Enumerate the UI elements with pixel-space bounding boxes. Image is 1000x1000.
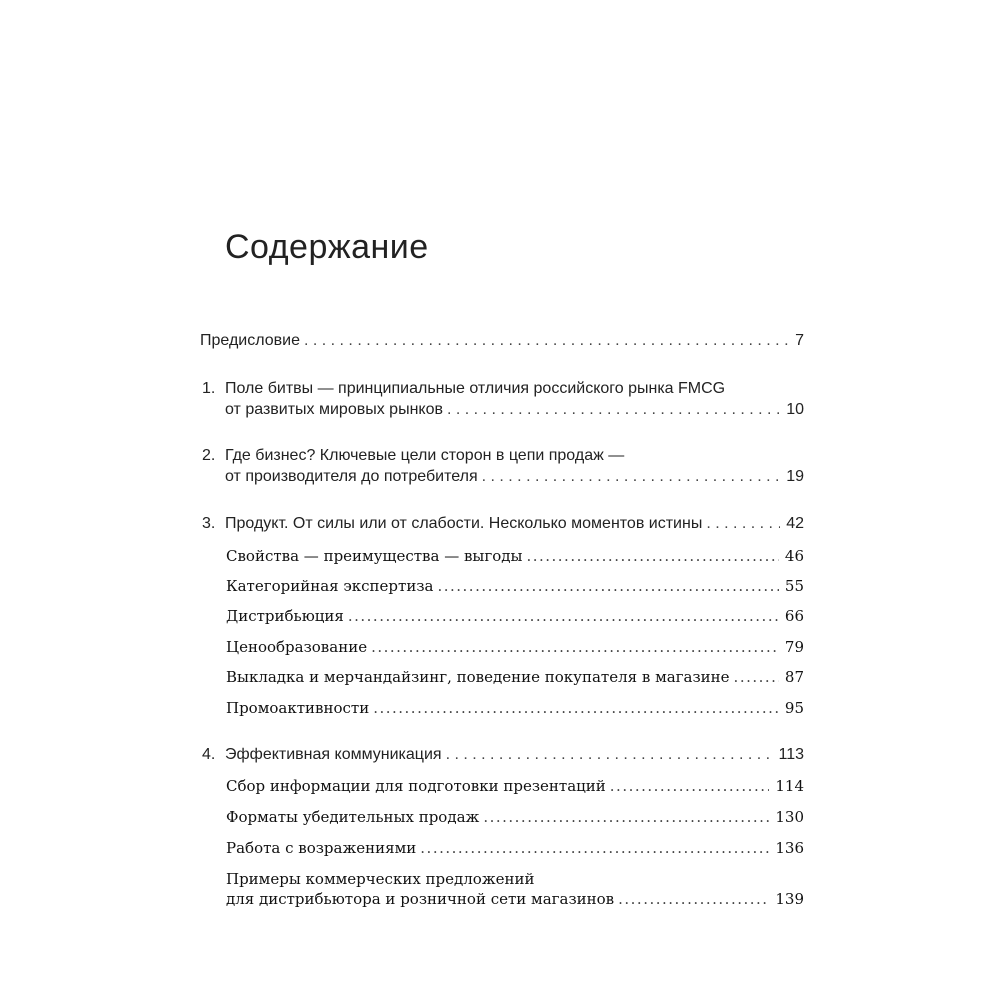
toc-entry-title: Категорийная экспертиза	[226, 577, 434, 595]
toc-entry-page: 46	[784, 547, 804, 565]
leader-dots	[348, 607, 779, 625]
toc-entry-line2	[225, 401, 804, 419]
leader-dots	[373, 699, 779, 717]
toc-entry-page: 10	[786, 401, 804, 418]
leader-dots	[447, 401, 780, 419]
toc-entry-title: Работа с возражениями	[226, 839, 417, 857]
toc-entry-page: 114	[775, 777, 804, 795]
toc-subentry[interactable]	[226, 668, 804, 686]
toc-entry-page: 136	[775, 839, 804, 857]
leader-dots	[734, 668, 779, 686]
toc-entry-title: Ценообразование	[226, 638, 368, 656]
chapter-number: 3.	[202, 515, 216, 532]
toc-entry-title-line2: от развитых мировых рынков	[225, 401, 443, 418]
toc-entry-title: Предисловие	[200, 332, 300, 349]
toc-entry-title: Эффективная коммуникация	[225, 746, 442, 763]
toc-entry-line2	[226, 890, 804, 908]
leader-dots	[420, 839, 769, 857]
toc-entry-page: 113	[778, 746, 804, 763]
toc-entry-page: 7	[795, 332, 804, 349]
toc-entry-preface[interactable]	[200, 332, 804, 350]
toc-subentry[interactable]	[226, 638, 804, 656]
chapter-number: 4.	[202, 746, 216, 763]
toc-entry-page: 130	[775, 808, 804, 826]
toc-subentry[interactable]	[226, 699, 804, 717]
toc-entry-title: Промоактивности	[226, 699, 370, 717]
leader-dots	[610, 777, 770, 795]
toc-subentry[interactable]	[226, 607, 804, 625]
leader-dots	[526, 547, 778, 565]
leader-dots	[706, 515, 780, 533]
leader-dots	[618, 890, 769, 908]
toc-entry-page: 66	[784, 607, 804, 625]
toc-subentry[interactable]	[226, 547, 804, 565]
chapter-number: 1.	[202, 380, 216, 397]
toc-entry-page: 42	[786, 515, 804, 532]
chapter-number: 2.	[202, 447, 216, 464]
leader-dots	[482, 468, 781, 486]
toc-entry-title-line1: Где бизнес? Ключевые цели сторон в цепи продаж —	[225, 447, 625, 464]
toc-entry-title-line2: для дистрибьютора и розничной сети магазинов	[226, 890, 615, 908]
toc-entry-page: 87	[784, 668, 804, 686]
toc-entry-line	[225, 515, 804, 533]
leader-dots	[483, 808, 769, 826]
leader-dots	[304, 332, 789, 350]
leader-dots	[437, 577, 778, 595]
toc-entry-page: 95	[784, 699, 804, 717]
toc-entry-title: Сбор информации для подготовки презентаций	[226, 777, 606, 795]
leader-dots	[371, 638, 779, 656]
toc-entry-line2	[225, 468, 804, 486]
toc-entry-page: 19	[786, 468, 804, 485]
leader-dots	[446, 746, 773, 764]
toc-entry-page: 79	[784, 638, 804, 656]
toc-subentry[interactable]	[226, 808, 804, 826]
toc-subentry[interactable]	[226, 839, 804, 857]
toc-entry-title: Выкладка и мерчандайзинг, поведение покупателя в магазине	[226, 668, 730, 686]
toc-entry-title-line2: от производителя до потребителя	[225, 468, 478, 485]
toc-entry-title: Форматы убедительных продаж	[226, 808, 480, 826]
toc-entry-line	[225, 746, 804, 764]
toc-entry-title: Продукт. От силы или от слабости. Несколько моментов истины	[225, 515, 703, 532]
toc-entry-title: Дистрибьюция	[226, 607, 344, 625]
toc-entry-title-line1: Примеры коммерческих предложений	[226, 870, 535, 888]
toc-entry-page: 139	[775, 890, 804, 908]
toc-entry-title-line1: Поле битвы — принципиальные отличия российского рынка FMCG	[225, 380, 726, 397]
toc-subentry[interactable]	[226, 777, 804, 795]
toc-entry-page: 55	[784, 577, 804, 595]
toc-entry-title: Свойства — преимущества — выгоды	[226, 547, 523, 565]
toc-subentry[interactable]	[226, 577, 804, 595]
page-title: Содержание	[225, 228, 429, 266]
